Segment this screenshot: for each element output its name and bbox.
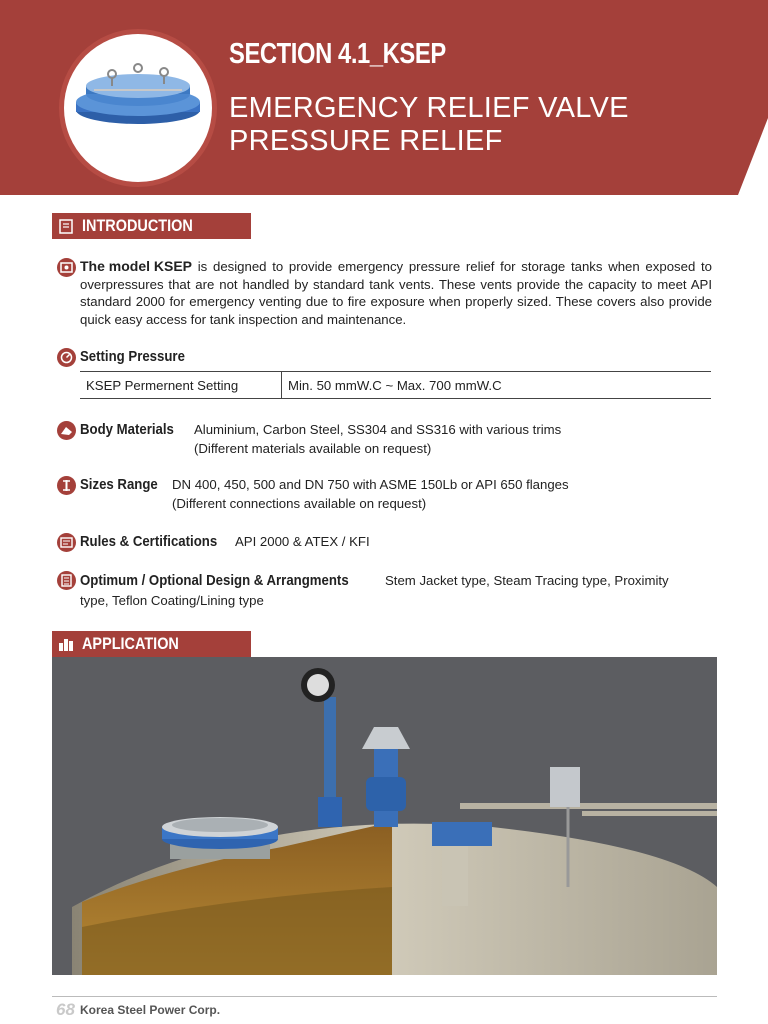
options-icon — [57, 571, 76, 590]
product-thumbnail — [64, 34, 212, 182]
size-icon — [57, 476, 76, 495]
application-label: APPLICATION — [82, 634, 179, 653]
setting-heading-row — [80, 347, 199, 366]
tank-rendering — [52, 657, 717, 975]
introduction-label: INTRODUCTION — [82, 216, 193, 235]
setting-value-cell: Min. 50 mmW.C ~ Max. 700 mmW.C — [282, 372, 712, 399]
material-icon — [57, 421, 76, 440]
title-line-1: EMERGENCY RELIEF VALVE — [229, 92, 629, 124]
certificate-icon — [57, 533, 76, 552]
sizes-line1: DN 400, 450, 500 and DN 750 with ASME 150Lb or API 650 flanges — [172, 477, 569, 492]
body-materials-row — [80, 420, 187, 439]
gauge-icon — [57, 348, 76, 367]
page-title — [229, 92, 629, 158]
sizes-heading: Sizes Range — [80, 476, 158, 493]
setting-label-cell: KSEP Permernent Setting — [80, 372, 282, 399]
document-icon — [58, 218, 74, 234]
optimum-line1: Stem Jacket type, Steam Tracing type, Proximity — [385, 573, 669, 588]
application-illustration — [52, 657, 717, 975]
model-icon — [57, 258, 76, 277]
page-header — [0, 0, 768, 195]
body-materials-line1: Aluminium, Carbon Steel, SS304 and SS316 with various trims — [194, 422, 562, 437]
rules-text: API 2000 & ATEX / KFI — [235, 534, 370, 549]
body-materials-heading: Body Materials — [80, 421, 174, 438]
page-number: 68 — [56, 1000, 75, 1019]
application-section-bar — [52, 631, 251, 657]
introduction-section-bar — [52, 213, 251, 239]
optimum-row — [80, 571, 385, 590]
section-title: SECTION 4.1_KSEP — [229, 38, 446, 70]
model-text: is designed to provide emergency pressure relief for storage tanks when exposed to overpressures that are not handled by standard tank vents. These vents provide the capacity to meet API standard 2000 for emergency venting due to fire exposure when properly sized. These covers also provide quick easy access for tank inspection and maintenance. — [80, 259, 712, 327]
footer-divider — [52, 996, 717, 997]
model-heading: The model KSEP — [80, 258, 193, 274]
sizes-row — [80, 475, 168, 494]
company-name: Korea Steel Power Corp. — [80, 1003, 221, 1017]
model-description — [80, 258, 712, 328]
setting-heading: Setting Pressure — [80, 348, 185, 365]
rules-row — [80, 532, 236, 551]
rules-heading: Rules & Certifications — [80, 533, 218, 550]
body-materials-line2: (Different materials available on request) — [194, 441, 432, 456]
setting-pressure-table — [80, 371, 711, 399]
building-icon — [58, 636, 74, 652]
sizes-line2: (Different connections available on request) — [172, 496, 427, 511]
relief-valve-image — [64, 34, 212, 182]
optimum-line2: type, Teflon Coating/Lining type — [80, 593, 264, 608]
table-row — [80, 372, 711, 399]
optimum-heading: Optimum / Optional Design & Arrangments — [80, 572, 349, 589]
title-line-2: PRESSURE RELIEF — [229, 125, 503, 157]
